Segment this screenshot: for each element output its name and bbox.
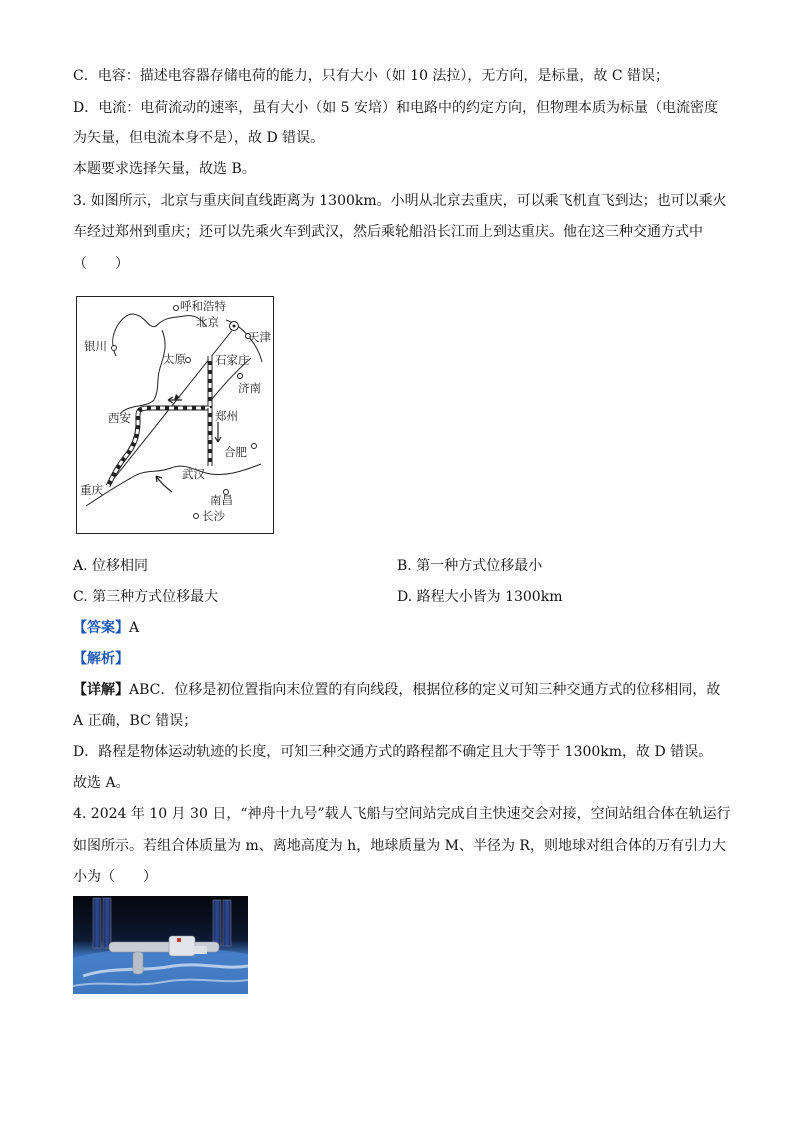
route-map-figure	[76, 296, 274, 534]
option-a[interactable]: A. 位移相同	[73, 558, 149, 574]
city-label-yinchuan: 银川	[84, 339, 107, 353]
analysis-detail-line3: D．路程是物体运动轨迹的长度，可知三种交通方式的路程都不确定且大于等于 1300km，故 D 错误。	[73, 744, 713, 760]
option-c[interactable]: C. 第三种方式位移最大	[73, 589, 219, 605]
city-label-tianjin: 天津	[248, 330, 271, 344]
analysis-detail-line4: 故选 A。	[73, 775, 130, 791]
city-label-shijiazhuang: 石家庄	[215, 353, 250, 367]
question-3-stem-line2: 车经过郑州到重庆；还可以先乘火车到武汉，然后乘轮船沿长江而上到达重庆。他在这三种交通方式中	[73, 224, 703, 240]
analysis-detail-line2: A 正确，BC 错误；	[73, 713, 198, 729]
city-dot-taiyuan	[186, 358, 191, 363]
city-dot-changsha	[194, 514, 199, 519]
answer-value: A	[129, 620, 140, 636]
text-line-option-d-explain-cont: 为矢量，但电流本身不是），故 D 错误。	[73, 130, 325, 146]
city-label-beijing: 北京	[196, 315, 219, 329]
city-dot-jinan	[238, 374, 243, 379]
city-label-hefei: 合肥	[224, 445, 247, 459]
answer-label: 【答案】	[73, 620, 129, 636]
city-label-wuhan: 武汉	[182, 467, 205, 481]
question-3-stem-line1: 3. 如图所示，北京与重庆间直线距离为 1300km。小明从北京去重庆，可以乘飞机直飞到达；也可以乘火	[73, 193, 727, 209]
detail-label: 【详解】	[73, 682, 129, 698]
city-dot-huhehaote	[174, 306, 179, 311]
option-b[interactable]: B. 第一种方式位移最小	[397, 558, 543, 574]
city-dot-hefei	[252, 444, 257, 449]
city-label-taiyuan: 太原	[163, 352, 186, 366]
city-label-xian: 西安	[108, 411, 131, 425]
city-label-zhengzhou: 郑州	[215, 409, 238, 423]
answer-row	[73, 618, 139, 638]
text-line-option-d-explain: D．电流：电荷流动的速率，虽有大小（如 5 安培）和电路中的约定方向，但物理本质为标量（电流密度	[73, 100, 719, 116]
question-4-blank: 小为（ ）	[73, 869, 157, 885]
text-line-conclusion: 本题要求选择矢量，故选 B。	[73, 161, 256, 177]
city-label-changsha: 长沙	[202, 509, 225, 523]
detail-text-1: ABC．位移是初位置指向末位置的有向线段，根据位移的定义可知三种交通方式的位移相同，故	[129, 682, 721, 698]
analysis-label: 【解析】	[73, 651, 129, 667]
city-label-jinan: 济南	[238, 381, 261, 395]
question-4-stem-line1: 4. 2024 年 10 月 30 日，“神舟十九号”载人飞船与空间站完成自主快速交会对接，空间站组合体在轨运行	[73, 806, 731, 822]
option-d[interactable]: D. 路程大小皆为 1300km	[397, 589, 563, 605]
space-station-photo	[73, 896, 248, 994]
text-line-option-c-explain: C．电容：描述电容器存储电荷的能力，只有大小（如 10 法拉），无方向，是标量，故 C 错误；	[73, 68, 670, 84]
city-label-huhehaote: 呼和浩特	[180, 299, 226, 313]
city-dot-yinchuan	[112, 346, 117, 351]
analysis-detail-line1	[73, 680, 720, 700]
question-4-stem-line2: 如图所示。若组合体质量为 m、离地高度为 h，地球质量为 M、半径为 R，则地球对组合体的万有引力大	[73, 838, 726, 854]
city-label-chongqing: 重庆	[80, 483, 103, 497]
question-3-blank: （ ）	[73, 256, 129, 272]
city-label-nanchang: 南昌	[210, 493, 233, 507]
